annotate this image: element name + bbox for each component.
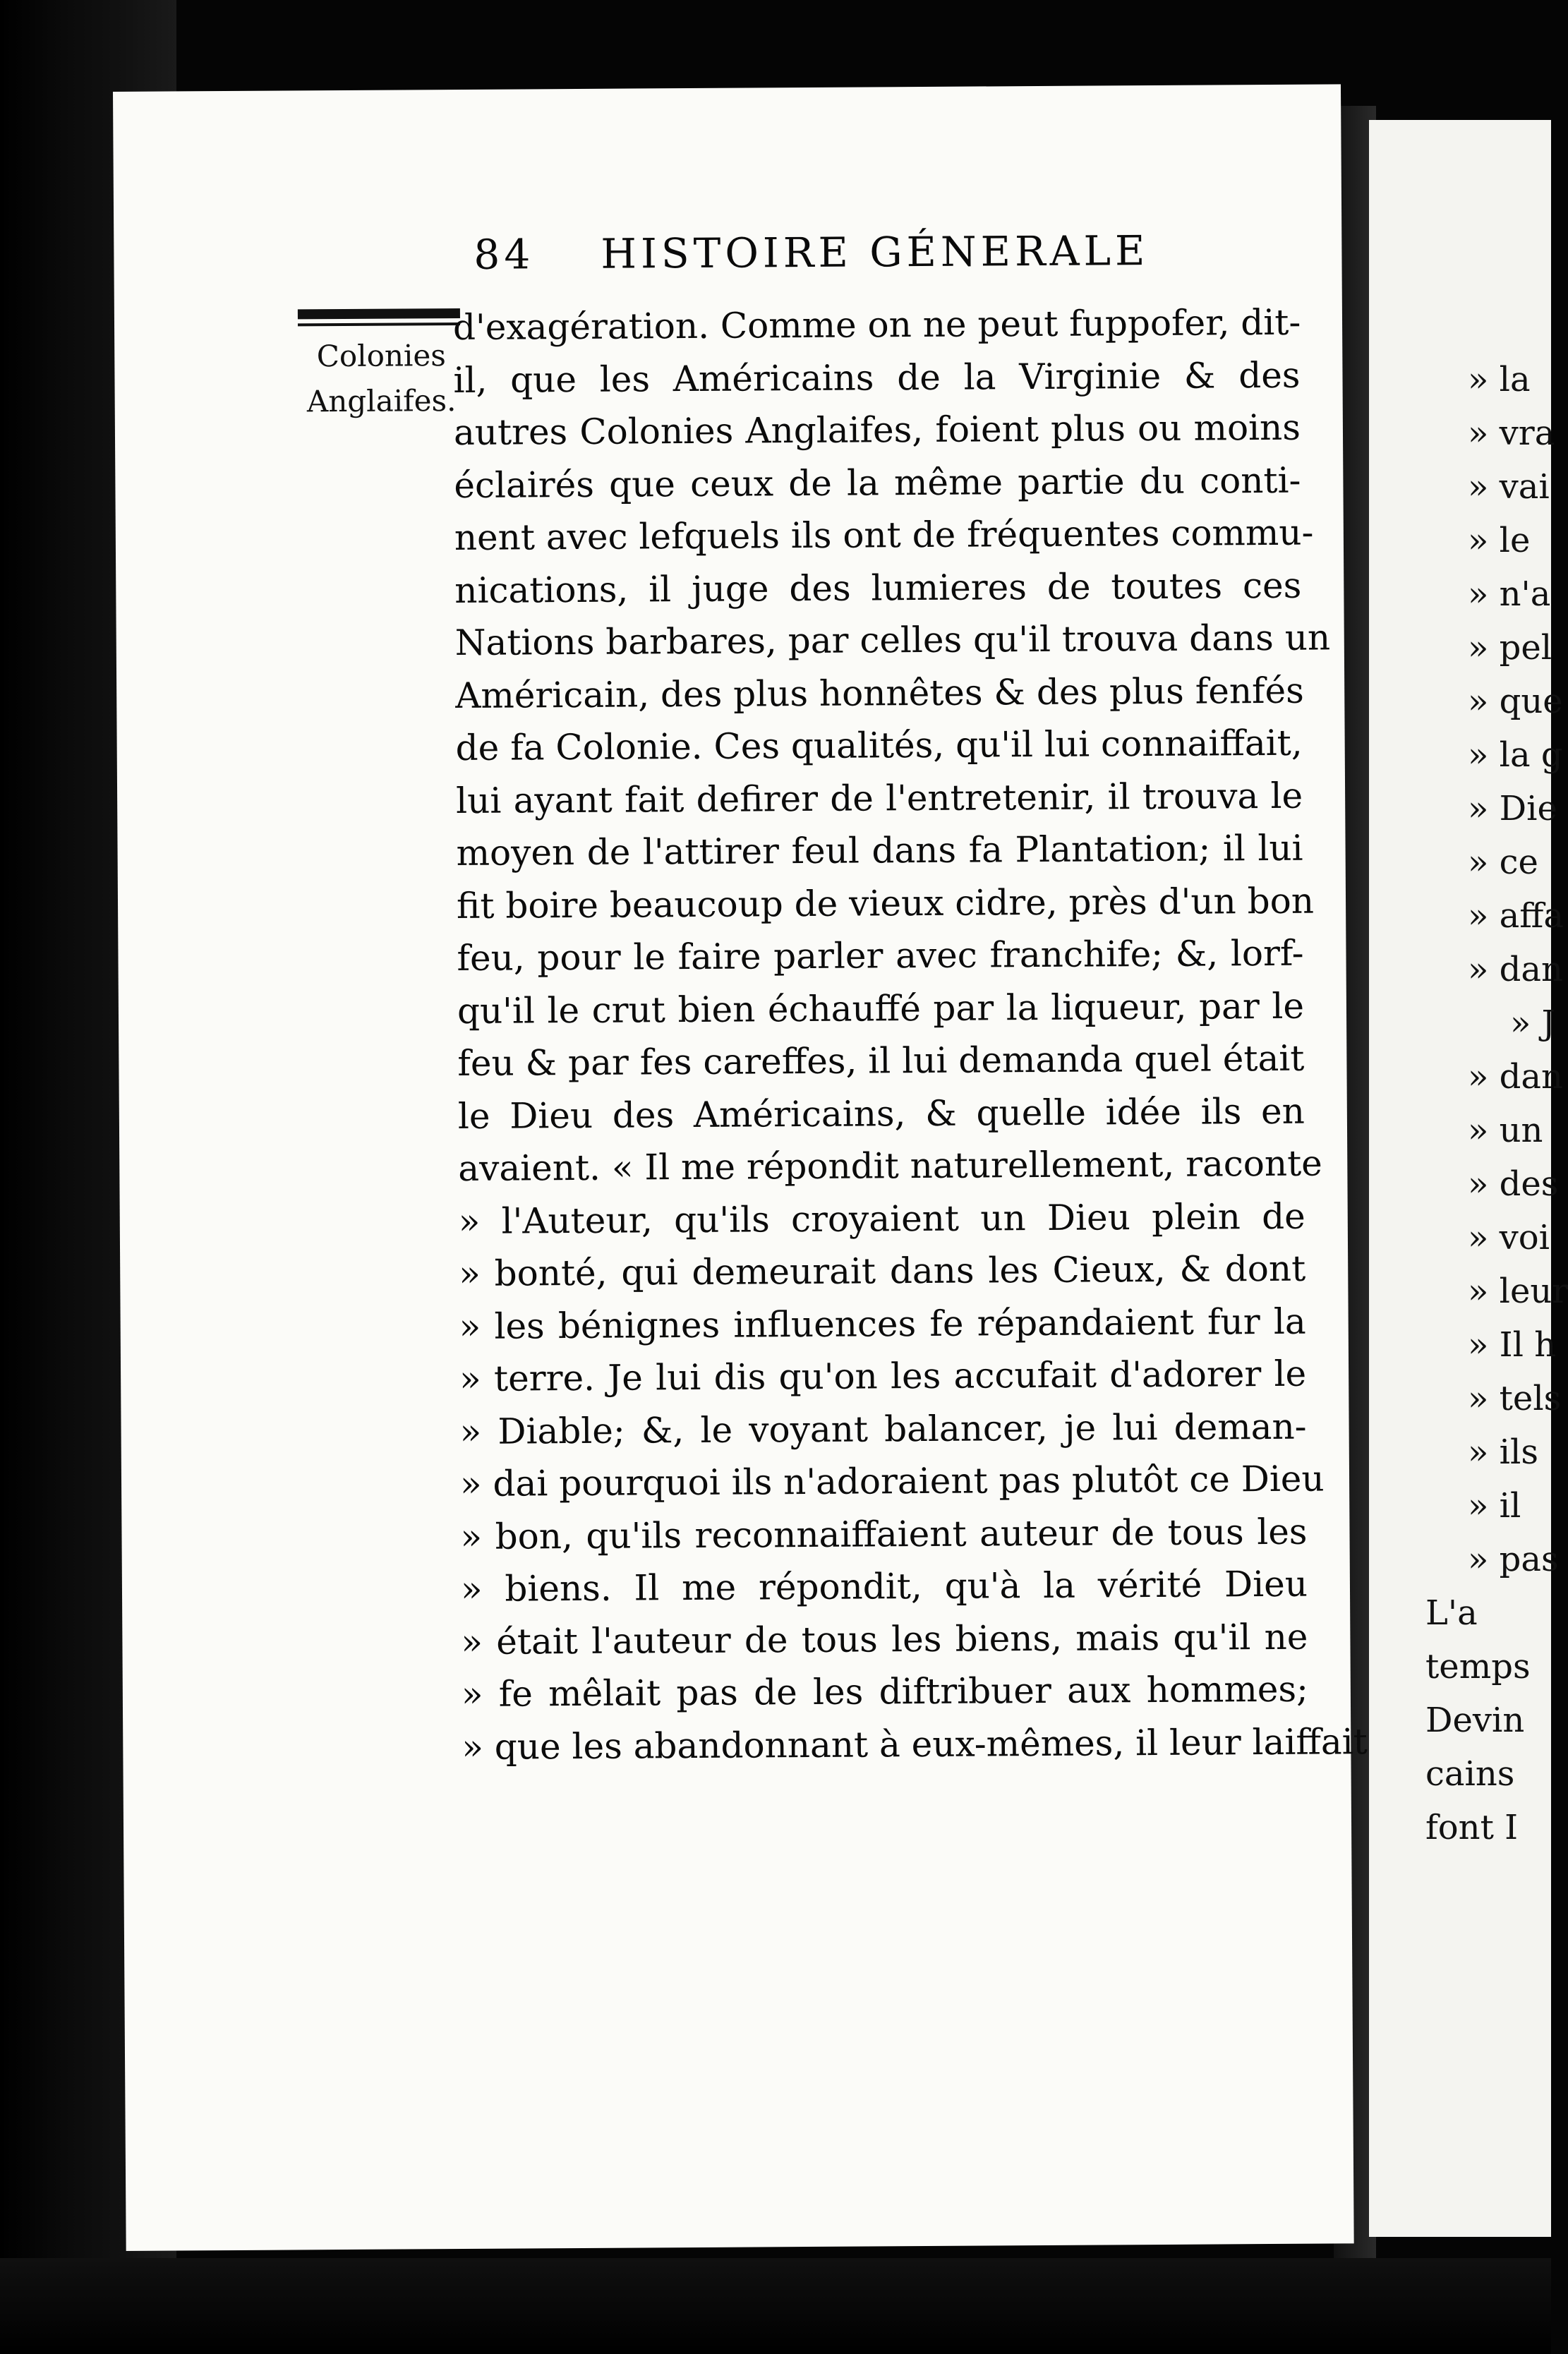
- facing-text-line: » un: [1468, 1111, 1543, 1150]
- facing-text-line: » Die: [1468, 789, 1557, 828]
- facing-text-line: » tels: [1468, 1379, 1562, 1418]
- text-line: feu, pour le faire parler avec franchife; &, lorf-: [457, 932, 1304, 979]
- facing-text-line: » il: [1468, 1486, 1521, 1526]
- facing-text-line: » vra: [1468, 414, 1555, 453]
- facing-text-line: » que: [1468, 682, 1563, 721]
- facing-text-line: » la: [1468, 360, 1531, 399]
- text-line: » était l'auteur de tous les biens, mais qu'il ne: [461, 1616, 1308, 1662]
- text-line: » que les abandonnant à eux-mêmes, il leur laiffait: [462, 1720, 1368, 1768]
- facing-text-line: font I: [1425, 1808, 1519, 1847]
- facing-text-line: » n'a: [1468, 574, 1551, 614]
- text-line: » bonté, qui demeurait dans les Cieux, & dont: [459, 1248, 1306, 1295]
- book-page: [113, 84, 1368, 2251]
- text-line: » Diable; &, le voyant balancer, je lui deman-: [459, 1406, 1307, 1452]
- facing-text-line: » ils: [1468, 1432, 1538, 1472]
- facing-text-line: » voi: [1468, 1218, 1550, 1257]
- text-line: qu'il le crut bien échauffé par la liqueur, par le: [457, 985, 1305, 1032]
- facing-text-line: » pas: [1468, 1540, 1559, 1579]
- facing-text-line: » dan: [1468, 950, 1563, 989]
- text-line: Américain, des plus honnêtes & des plus fenfés: [455, 670, 1304, 716]
- text-line: éclairés que ceux de la même partie du conti-: [454, 459, 1301, 506]
- facing-text-line: Devin: [1425, 1701, 1525, 1740]
- facing-text-line: » leur: [1468, 1272, 1568, 1311]
- facing-text-line: » pel: [1468, 628, 1552, 668]
- body-text: [452, 296, 1368, 1773]
- text-line: fit boire beaucoup de vieux cidre, près d'un bon: [456, 880, 1315, 926]
- text-line: » les bénignes influences fe répandaient fur la: [459, 1300, 1306, 1347]
- text-line: » biens. Il me répondit, qu'à la vérité Dieu: [460, 1563, 1308, 1610]
- facing-text-line: » des: [1468, 1164, 1559, 1204]
- text-line: avaient. « Il me répondit naturellement, raconte: [458, 1142, 1322, 1190]
- facing-text-line: » affa: [1468, 896, 1564, 936]
- facing-text-line: L'a: [1425, 1593, 1478, 1633]
- facing-page-text: [1425, 353, 1568, 1854]
- scan-bottom-edge: [0, 2258, 1551, 2354]
- facing-text-line: » Il h: [1468, 1325, 1557, 1365]
- text-line: feu & par fes careffes, il lui demanda quel était: [457, 1037, 1305, 1085]
- margin-note-line: Anglaifes.: [306, 383, 457, 419]
- text-line: le Dieu des Américains, & quelle idée ils en: [457, 1090, 1305, 1137]
- text-line: » bon, qu'ils reconnaiffaient auteur de tous les: [460, 1511, 1308, 1557]
- facing-text-line: » ce: [1468, 843, 1538, 882]
- running-head: HISTOIRE GÉNERALE: [601, 227, 1150, 278]
- facing-text-line: » dan: [1468, 1057, 1563, 1097]
- text-line: » l'Auteur, qu'ils croyaient un Dieu plein de: [458, 1195, 1305, 1242]
- text-line: Nations barbares, par celles qu'il trouva dans un: [454, 617, 1331, 664]
- text-line: de fa Colonie. Ces qualités, qu'il lui connaiffait,: [455, 722, 1303, 769]
- page-number: 84: [474, 230, 535, 279]
- margin-rule: [298, 308, 460, 319]
- margin-note: [289, 333, 474, 425]
- margin-note-line: Colonies: [316, 338, 446, 374]
- text-line: d'exagération. Comme on ne peut fuppofer, dit-: [452, 301, 1301, 349]
- text-line: lui ayant fait defirer de l'entretenir, il trouva le: [455, 775, 1303, 821]
- facing-text-line: » J: [1510, 1003, 1555, 1043]
- text-line: » terre. Je lui dis qu'on les accufait d'adorer le: [459, 1353, 1307, 1400]
- page-header: [474, 225, 1342, 294]
- text-line: » dai pourquoi ils n'adoraient pas plutôt ce Dieu: [459, 1458, 1325, 1505]
- text-line: autres Colonies Anglaifes, foient plus ou moins: [453, 406, 1301, 454]
- text-line: moyen de l'attirer feul dans fa Plantation; il lui: [456, 827, 1303, 874]
- facing-text-line: cains: [1425, 1754, 1515, 1794]
- text-line: nent avec lefquels ils ont de fréquentes commu-: [454, 512, 1314, 559]
- margin-rule-thin: [298, 322, 460, 326]
- facing-text-line: temps: [1425, 1647, 1531, 1686]
- facing-text-line: » la g: [1468, 735, 1563, 775]
- text-line: » fe mêlait pas de les diftribuer aux hommes;: [461, 1668, 1309, 1715]
- text-line: nications, il juge des lumieres de toutes ces: [454, 565, 1302, 611]
- facing-text-line: » vai: [1468, 467, 1550, 507]
- text-line: il, que les Américains de la Virginie & des: [453, 354, 1301, 401]
- facing-text-line: » le: [1468, 521, 1531, 560]
